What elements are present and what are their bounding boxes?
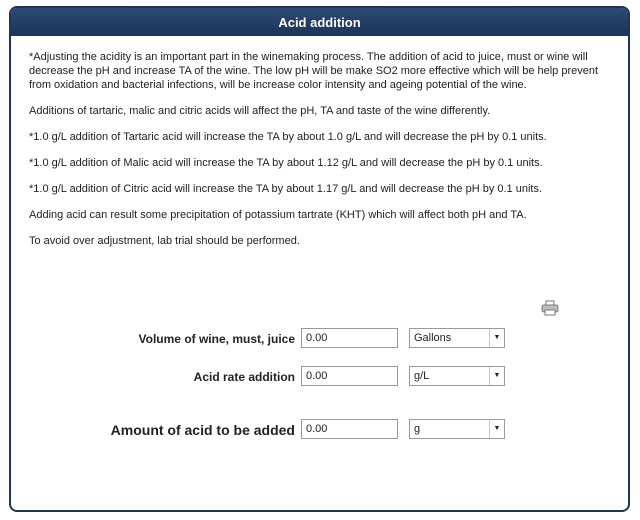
info-paragraph: *1.0 g/L addition of Citric acid will increase the TA by about 1.17 g/L and will decrease the pH by 0.1 units. (29, 183, 543, 195)
chevron-down-icon: ▼ (489, 329, 504, 347)
print-icon[interactable] (541, 300, 559, 316)
amount-unit-select[interactable] (409, 419, 505, 439)
rate-row (11, 366, 628, 388)
amount-unit-value: g (414, 423, 421, 435)
panel-title: Acid addition (11, 8, 628, 36)
info-paragraph: *Adjusting the acidity is an important part in the winemaking process. The addition of acid to juice, must or wine will decrease the pH and increase TA of the wine. The low pH will be make SO2 more effective which will be help prevent from oxidation and bacterial infections, will be increase color intensity and ageing potential of the wine. (29, 51, 599, 91)
volume-label: Volume of wine, must, juice (138, 332, 295, 346)
volume-input[interactable] (301, 328, 398, 348)
volume-row (11, 328, 628, 350)
amount-label: Amount of acid to be added (110, 422, 295, 438)
amount-input[interactable] (301, 419, 398, 439)
acid-addition-panel (9, 6, 630, 512)
info-paragraph: To avoid over adjustment, lab trial should be performed. (29, 235, 300, 247)
rate-unit-value: g/L (414, 370, 430, 382)
amount-row (11, 419, 628, 441)
info-paragraph: *1.0 g/L addition of Malic acid will increase the TA by about 1.12 g/L and will decrease the pH by 0.1 units. (29, 157, 543, 169)
chevron-down-icon: ▼ (489, 367, 504, 385)
info-text (11, 36, 628, 248)
chevron-down-icon: ▼ (489, 420, 504, 438)
info-paragraph: *1.0 g/L addition of Tartaric acid will increase the TA by about 1.0 g/L and will decrease the pH by 0.1 units. (29, 131, 547, 143)
info-paragraph: Adding acid can result some precipitation of potassium tartrate (KHT) which will affect both pH and TA. (29, 209, 527, 221)
rate-unit-select[interactable] (409, 366, 505, 386)
volume-unit-select[interactable] (409, 328, 505, 348)
volume-unit-value: Gallons (414, 332, 452, 344)
info-paragraph: Additions of tartaric, malic and citric acids will affect the pH, TA and taste of the wine differently. (29, 105, 491, 117)
rate-input[interactable] (301, 366, 398, 386)
rate-label: Acid rate addition (193, 370, 295, 384)
